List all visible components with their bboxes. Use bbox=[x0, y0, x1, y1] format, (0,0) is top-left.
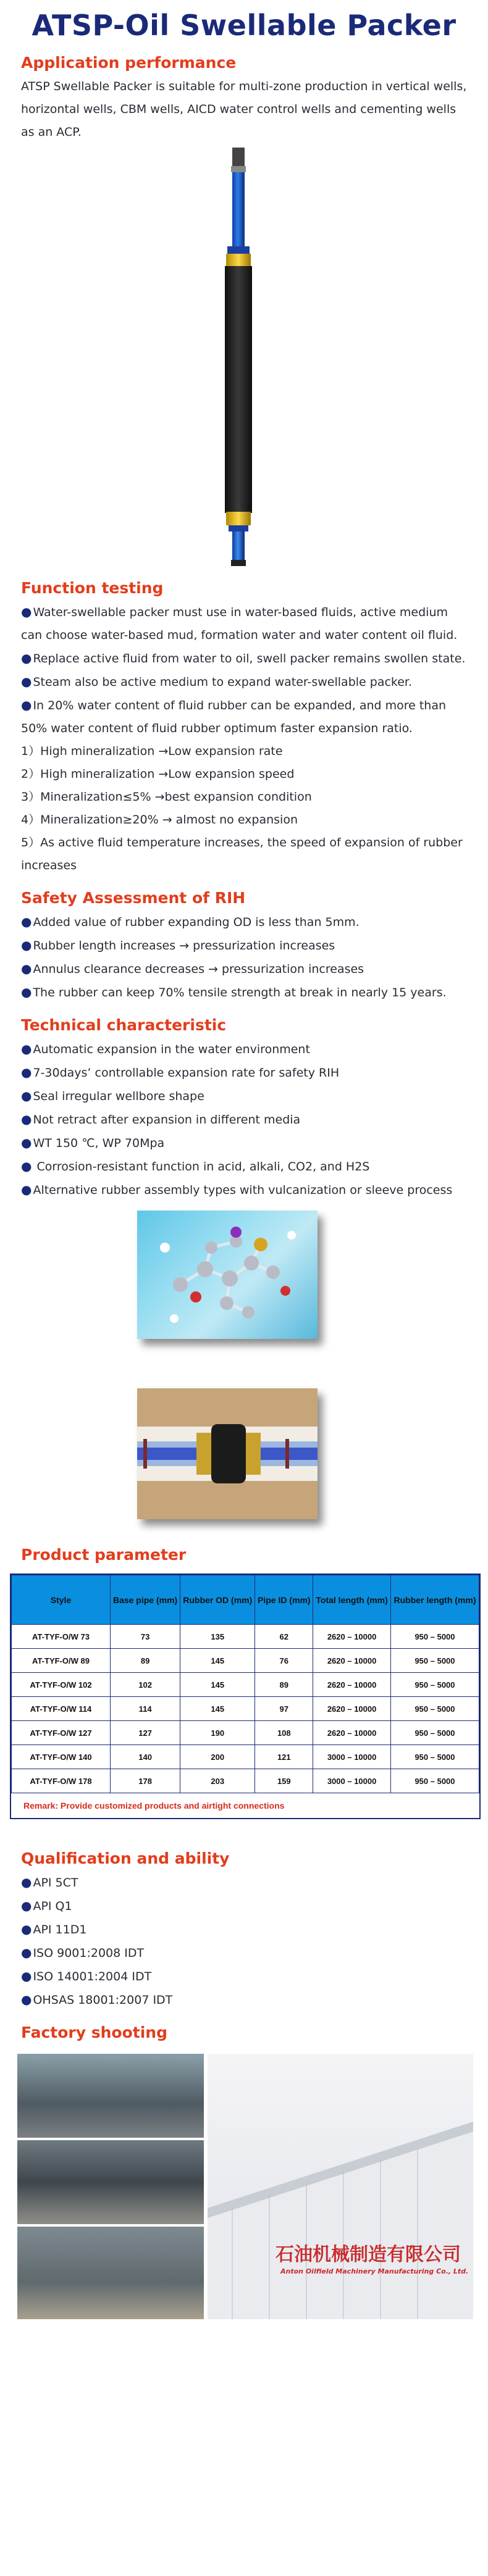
list-item: ● In 20% water content of fluid rubber can be expanded, and more than 50% water content of fluid rubber optimum faster expansion ratio. bbox=[21, 698, 447, 735]
list-item: ● Water-swellable packer must use in water-based fluids, active medium can choose water-based mud, formation water and water content oil fluid. bbox=[21, 604, 458, 642]
table-cell: 127 bbox=[111, 1721, 180, 1745]
list-item: ● API 5CT bbox=[21, 1875, 78, 1890]
list-item: ● 7-30days’ controllable expansion rate for safety RIH bbox=[21, 1065, 340, 1080]
product-remark: Remark: Provide customized products and airtight connections bbox=[23, 1801, 285, 1811]
bullet-dot-icon: ● bbox=[21, 1898, 32, 1913]
bullet-dot-icon: ● bbox=[21, 674, 32, 689]
column-header-rubber-length: Rubber length (mm) bbox=[390, 1575, 479, 1625]
table-cell: 102 bbox=[111, 1673, 180, 1697]
list-item: ● ISO 14001:2004 IDT bbox=[21, 1969, 152, 1983]
table-cell: 2620 – 10000 bbox=[313, 1697, 391, 1721]
bullet-dot-icon: ● bbox=[21, 938, 32, 952]
technical-heading: Technical characteristic bbox=[21, 1016, 227, 1034]
table-cell: 145 bbox=[180, 1649, 255, 1673]
table-cell: 114 bbox=[111, 1697, 180, 1721]
column-header-total-length: Total length (mm) bbox=[313, 1575, 391, 1625]
table-cell: 2620 – 10000 bbox=[313, 1721, 391, 1745]
table-cell: 62 bbox=[255, 1625, 313, 1649]
table-row bbox=[12, 1769, 479, 1793]
product-table bbox=[10, 1574, 481, 1819]
factory-building-photo bbox=[208, 2054, 473, 2319]
table-cell: AT-TYF-O/W 73 bbox=[12, 1625, 111, 1649]
bullet-dot-icon: ● bbox=[21, 1065, 32, 1080]
numbered-item: 3）Mineralization≤5% →best expansion condition bbox=[21, 790, 312, 804]
bullet-dot-icon: ● bbox=[21, 604, 32, 619]
table-cell: 89 bbox=[255, 1673, 313, 1697]
table-cell: 950 – 5000 bbox=[390, 1697, 479, 1721]
cross-section-illustration bbox=[137, 1388, 318, 1519]
bullet-dot-icon: ● bbox=[21, 1922, 32, 1936]
table-cell: 950 – 5000 bbox=[390, 1625, 479, 1649]
table-cell: AT-TYF-O/W 102 bbox=[12, 1673, 111, 1697]
table-cell: 950 – 5000 bbox=[390, 1649, 479, 1673]
page-title: ATSP-Oil Swellable Packer bbox=[32, 9, 456, 42]
list-item: ● API 11D1 bbox=[21, 1922, 87, 1936]
factory-heading: Factory shooting bbox=[21, 2024, 167, 2041]
list-item: ● WT 150 ℃, WP 70Mpa bbox=[21, 1135, 165, 1150]
bullet-dot-icon: ● bbox=[21, 961, 32, 976]
list-item: ● Automatic expansion in the water environment bbox=[21, 1041, 310, 1056]
table-cell: 2620 – 10000 bbox=[313, 1673, 391, 1697]
table-cell: 159 bbox=[255, 1769, 313, 1793]
table-cell: 108 bbox=[255, 1721, 313, 1745]
table-row bbox=[12, 1721, 479, 1745]
bullet-dot-icon: ● bbox=[21, 1088, 32, 1103]
list-item: ● Annulus clearance decreases → pressurization increases bbox=[21, 961, 364, 976]
factory-photo bbox=[17, 2140, 204, 2224]
list-item: ● OHSAS 18001:2007 IDT bbox=[21, 1992, 173, 2007]
table-cell: 950 – 5000 bbox=[390, 1769, 479, 1793]
cross-section-image bbox=[137, 1388, 318, 1519]
table-cell: 200 bbox=[180, 1745, 255, 1769]
bullet-dot-icon: ● bbox=[21, 1182, 32, 1197]
bullet-dot-icon: ● bbox=[21, 1875, 32, 1890]
application-text: ATSP Swellable Packer is suitable for multi-zone production in vertical wells, horizontal wells, CBM wells, AICD water control wells and cementing wells as an ACP. bbox=[21, 80, 467, 139]
table-cell: 3000 – 10000 bbox=[313, 1769, 391, 1793]
table-cell: 135 bbox=[180, 1625, 255, 1649]
table-cell: AT-TYF-O/W 140 bbox=[12, 1745, 111, 1769]
table-row bbox=[12, 1649, 479, 1673]
numbered-item: 5）As active fluid temperature increases, the speed of expansion of rubber increases bbox=[21, 836, 463, 872]
table-cell: AT-TYF-O/W 127 bbox=[12, 1721, 111, 1745]
table-cell: 950 – 5000 bbox=[390, 1745, 479, 1769]
product-heading: Product parameter bbox=[21, 1546, 187, 1564]
table-cell: 950 – 5000 bbox=[390, 1721, 479, 1745]
bullet-dot-icon: ● bbox=[21, 1969, 32, 1983]
bullet-dot-icon: ● bbox=[21, 1135, 32, 1150]
packer-tool-drawing bbox=[214, 148, 269, 567]
list-item: ● The rubber can keep 70% tensile strength at break in nearly 15 years. bbox=[21, 985, 447, 999]
list-item: ● API Q1 bbox=[21, 1898, 72, 1913]
company-sign-cn: 石油机械制造有限公司 bbox=[276, 2244, 461, 2265]
numbered-item: 1）High mineralization →Low expansion rate bbox=[21, 744, 283, 758]
list-item: ● Alternative rubber assembly types with vulcanization or sleeve process bbox=[21, 1182, 453, 1197]
factory-building-illustration bbox=[208, 2054, 473, 2319]
list-item: ● Seal irregular wellbore shape bbox=[21, 1088, 204, 1103]
application-heading: Application performance bbox=[21, 54, 237, 72]
numbered-item: 2）High mineralization →Low expansion speed bbox=[21, 767, 295, 781]
list-item: ● Added value of rubber expanding OD is less than 5mm. bbox=[21, 914, 360, 929]
factory-photo bbox=[17, 2227, 204, 2319]
bullet-dot-icon: ● bbox=[21, 914, 32, 929]
table-row bbox=[12, 1673, 479, 1697]
table-header-row bbox=[12, 1575, 479, 1625]
table-cell: 2620 – 10000 bbox=[313, 1649, 391, 1673]
table-row bbox=[12, 1745, 479, 1769]
table-cell: AT-TYF-O/W 178 bbox=[12, 1769, 111, 1793]
table-cell: 121 bbox=[255, 1745, 313, 1769]
qualification-heading: Qualification and ability bbox=[21, 1849, 230, 1867]
column-header-rubber-od: Rubber OD (mm) bbox=[180, 1575, 255, 1625]
table-cell: 2620 – 10000 bbox=[313, 1625, 391, 1649]
table-cell: 203 bbox=[180, 1769, 255, 1793]
list-item: ● Rubber length increases → pressurization increases bbox=[21, 938, 335, 952]
company-sign-en: Anton Oilfield Machinery Manufacturing Co., Ltd. bbox=[280, 2267, 469, 2275]
molecule-illustration bbox=[137, 1211, 318, 1339]
table-cell: 97 bbox=[255, 1697, 313, 1721]
table-cell: 950 – 5000 bbox=[390, 1673, 479, 1697]
list-item: ● Not retract after expansion in different media bbox=[21, 1112, 301, 1127]
table-cell: 89 bbox=[111, 1649, 180, 1673]
table-cell: 178 bbox=[111, 1769, 180, 1793]
bullet-dot-icon: ● bbox=[21, 1992, 32, 2007]
list-item: ● Replace active fluid from water to oil, swell packer remains swollen state. bbox=[21, 651, 466, 665]
table-cell: 140 bbox=[111, 1745, 180, 1769]
table-cell: 145 bbox=[180, 1673, 255, 1697]
table-row bbox=[12, 1697, 479, 1721]
bullet-dot-icon: ● bbox=[21, 1041, 32, 1056]
bullet-dot-icon: ● bbox=[21, 698, 32, 712]
molecule-image bbox=[137, 1211, 318, 1339]
list-item: ● ISO 9001:2008 IDT bbox=[21, 1945, 145, 1960]
table-cell: 73 bbox=[111, 1625, 180, 1649]
bullet-dot-icon: ● bbox=[21, 1159, 32, 1173]
bullet-dot-icon: ● bbox=[21, 1112, 32, 1127]
table-cell: AT-TYF-O/W 89 bbox=[12, 1649, 111, 1673]
column-header-style: Style bbox=[12, 1575, 111, 1625]
function-testing-heading: Function testing bbox=[21, 579, 164, 597]
table-cell: 190 bbox=[180, 1721, 255, 1745]
table-row bbox=[12, 1625, 479, 1649]
column-header-pipe-id: Pipe ID (mm) bbox=[255, 1575, 313, 1625]
factory-photos bbox=[0, 2054, 488, 2319]
numbered-item: 4）Mineralization≥20% → almost no expansion bbox=[21, 813, 298, 827]
bullet-dot-icon: ● bbox=[21, 985, 32, 999]
packer-tool-image bbox=[0, 144, 488, 576]
table-cell: 76 bbox=[255, 1649, 313, 1673]
column-header-base-pipe: Base pipe (mm) bbox=[111, 1575, 180, 1625]
table-cell: AT-TYF-O/W 114 bbox=[12, 1697, 111, 1721]
factory-photo bbox=[17, 2054, 204, 2138]
safety-heading: Safety Assessment of RIH bbox=[21, 889, 246, 907]
table-cell: 145 bbox=[180, 1697, 255, 1721]
list-item: ● Steam also be active medium to expand water-swellable packer. bbox=[21, 674, 413, 689]
table-cell: 3000 – 10000 bbox=[313, 1745, 391, 1769]
bullet-dot-icon: ● bbox=[21, 651, 32, 665]
bullet-dot-icon: ● bbox=[21, 1945, 32, 1960]
list-item: ● Corrosion-resistant function in acid, alkali, CO2, and H2S bbox=[21, 1159, 370, 1173]
